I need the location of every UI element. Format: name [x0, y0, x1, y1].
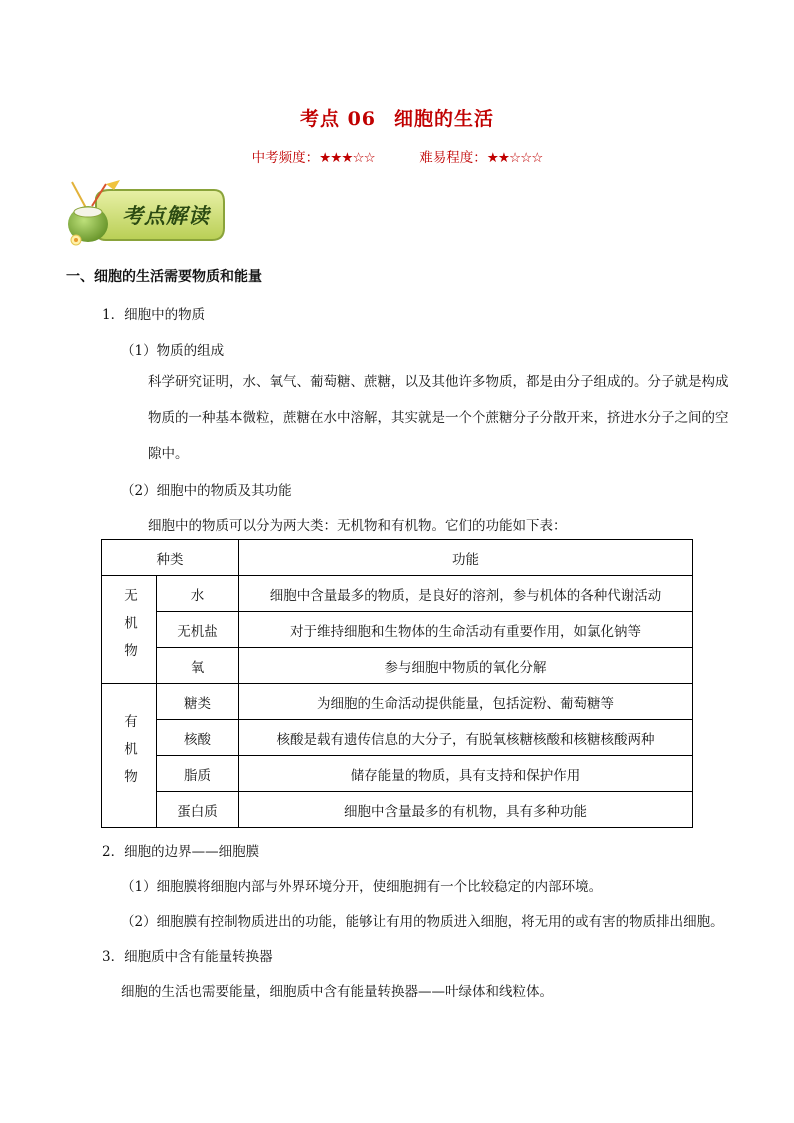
substance-name: 水	[157, 576, 239, 612]
paragraph-functions: 细胞中的物质可以分为两大类：无机物和有机物。它们的功能如下表：	[148, 518, 567, 534]
substance-name: 核酸	[157, 720, 239, 756]
energy-paragraph: 细胞的生活也需要能量，细胞质中含有能量转换器——叶绿体和线粒体。	[121, 984, 553, 1000]
item-heading-functions: （2）细胞中的物质及其功能	[121, 483, 292, 499]
title-number: 06	[347, 108, 377, 130]
category-inorganic: 无机物	[102, 576, 157, 684]
paragraph-composition: 科学研究证明，水、氧气、葡萄糖、蔗糖，以及其他许多物质，都是由分子组成的。分子就是构成物质的一种基本微粒，蔗糖在水中溶解，其实就是一个个蔗糖分子分散开来，挤进水分子之间的空隙中。	[148, 374, 729, 462]
table-row	[102, 720, 693, 756]
table-row	[102, 756, 693, 792]
table-row	[102, 792, 693, 828]
table-header-function: 功能	[239, 540, 693, 576]
substance-function: 核酸是载有遗传信息的大分子，有脱氧核糖核酸和核糖核酸两种	[239, 720, 693, 756]
page-title	[0, 104, 794, 131]
difficulty-label: 难易程度：	[419, 150, 487, 166]
subsection-heading-2: 2．细胞的边界——细胞膜	[102, 844, 260, 860]
table-row	[102, 684, 693, 720]
subsection-heading-3: 3．细胞质中含有能量转换器	[102, 949, 273, 965]
substance-function: 为细胞的生命活动提供能量，包括淀粉、葡萄糖等	[239, 684, 693, 720]
frequency-label: 中考频度：	[251, 150, 320, 166]
table-row	[102, 648, 693, 684]
substances-table	[101, 539, 693, 828]
table-header-row	[102, 540, 693, 576]
substance-function: 储存能量的物质，具有支持和保护作用	[239, 756, 693, 792]
table-header-kind: 种类	[102, 540, 239, 576]
section-heading: 一、细胞的生活需要物质和能量	[66, 269, 262, 285]
table-row	[102, 612, 693, 648]
substance-function: 对于维持细胞和生物体的生命活动有重要作用，如氯化钠等	[239, 612, 693, 648]
membrane-item-2: （2）细胞膜有控制物质进出的功能，能够让有用的物质进入细胞，将无用的或有害的物质排出细胞。	[121, 914, 724, 930]
membrane-item-1: （1）细胞膜将细胞内部与外界环境分开，使细胞拥有一个比较稳定的内部环境。	[121, 879, 603, 895]
substance-name: 脂质	[157, 756, 239, 792]
frequency-stars-empty: ☆☆	[352, 150, 375, 166]
substance-function: 细胞中含量最多的物质，是良好的溶剂，参与机体的各种代谢活动	[239, 576, 693, 612]
frequency-stars-filled: ★★★	[319, 150, 353, 166]
subsection-heading-1: 1．细胞中的物质	[102, 307, 206, 323]
substance-name: 无机盐	[157, 612, 239, 648]
title-prefix: 考点	[299, 108, 340, 130]
section-badge	[66, 178, 228, 248]
substance-name: 糖类	[157, 684, 239, 720]
meta-line	[0, 146, 794, 166]
category-organic: 有机物	[102, 684, 157, 828]
substance-function: 参与细胞中物质的氧化分解	[239, 648, 693, 684]
table-row	[102, 576, 693, 612]
difficulty-stars-empty: ☆☆☆	[509, 150, 543, 166]
title-name: 细胞的生活	[394, 108, 495, 130]
substance-function: 细胞中含量最多的有机物，具有多种功能	[239, 792, 693, 828]
item-heading-composition: （1）物质的组成	[121, 343, 225, 359]
difficulty-stars-filled: ★★	[486, 150, 510, 166]
badge-text: 考点解读	[122, 203, 210, 228]
substance-name: 蛋白质	[157, 792, 239, 828]
substance-name: 氧	[157, 648, 239, 684]
